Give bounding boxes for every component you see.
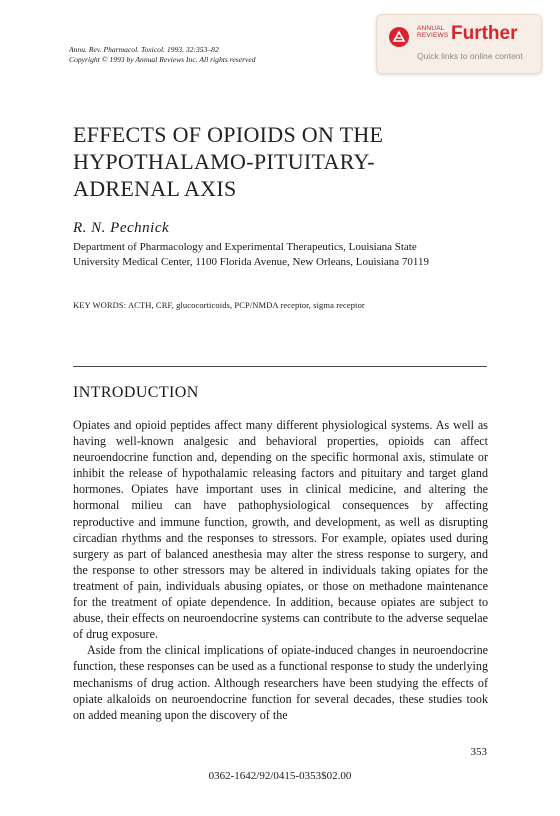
key-words: KEY WORDS: ACTH, CRF, glucocorticoids, PCP/NMDA receptor, sigma receptor [73,300,365,310]
paragraph: Opiates and opioid peptides affect many different physiological systems. As well as having well-known analgesic and behavioral properties, opioids can affect neuroendocrine function and, depending on the specific hormonal axis, stimulate or inhibit the release of hypothalamic releasing factors and pituitary and target gland hormones. Opiates have important uses in clinical medicine, and altering the hormonal milieu can have pathophysiological consequences by affecting reproductive and immune function, growth, and development, as well as disrupting circadian rhythms and the responses to stressors. For example, opiates used during surgery as part of balanced anesthesia may alter the stress response to surgery, and the response to other stressors may be altered in individuals taking opiates for the treatment of pain, individuals abusing opiates, or those on methadone maintenance for the treatment of opiate dependence. In addition, because opiates are subject to abuse, their effects on neuroendocrine systems can contribute to the adverse sequelae of drug exposure. [73,418,488,642]
journal-citation [69,45,256,65]
title-line-3: ADRENAL AXIS [73,176,237,201]
badge-further-text[interactable]: Further [451,23,518,44]
citation-line-1: Annu. Rev. Pharmacol. Toxicol. 1993. 32:353–82 [69,45,219,54]
page-number: 353 [470,746,487,758]
author-name: R. N. Pechnick [73,220,170,236]
affiliation-line-2: University Medical Center, 1100 Florida Avenue, New Orleans, Louisiana 70119 [73,256,429,268]
badge-reviews-text: REVIEWS [417,32,449,39]
further-badge[interactable] [376,14,542,74]
badge-annual-reviews [417,25,448,39]
body-text [73,417,488,723]
article-title [73,121,493,202]
paragraph: Aside from the clinical implications of opiate-induced changes in neuroendocrine function, these responses can be used as a functional response to study the underlying mechanisms of drug action. Although researchers have been studying the effects of opiate alkaloids on neuroendocrine function for several decades, these studies took on added meaning upon the discovery of the [73,643,488,722]
title-line-2: HYPOTHALAMO-PITUITARY- [73,149,375,174]
author-affiliation [73,240,493,270]
affiliation-line-1: Department of Pharmacology and Experimental Therapeutics, Louisiana State [73,241,417,253]
badge-annual-text: ANNUAL [417,25,445,32]
section-divider [73,366,487,367]
citation-line-2: Copyright © 1993 by Annual Reviews Inc. All rights reserved [69,55,256,64]
footer-code: 0362-1642/92/0415-0353$02.00 [208,770,352,782]
section-heading: INTRODUCTION [73,384,199,401]
badge-subtitle[interactable]: Quick links to online content [417,51,523,61]
annual-reviews-logo-icon [389,27,409,47]
title-line-1: EFFECTS OF OPIOIDS ON THE [73,122,384,147]
